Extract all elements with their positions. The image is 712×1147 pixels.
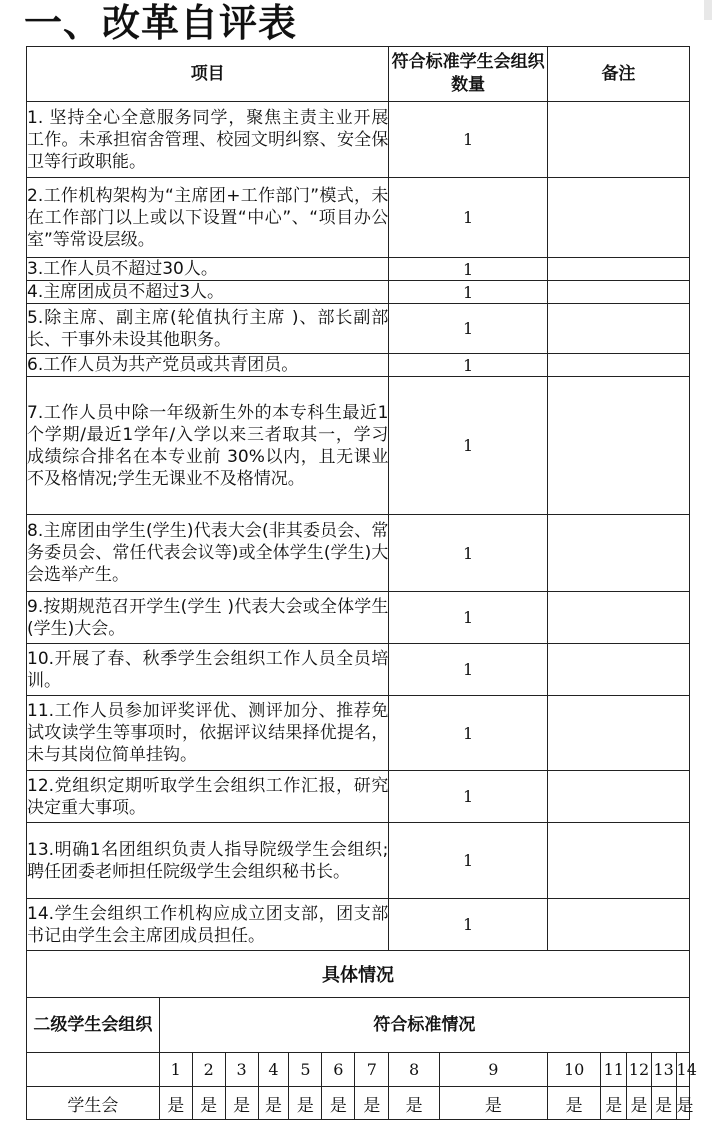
table-row: [27, 281, 690, 304]
item-note: [547, 696, 689, 771]
compliance-value: 是: [651, 1087, 676, 1120]
compliance-value: 是: [322, 1087, 355, 1120]
item-count: 1: [389, 354, 548, 377]
organization-name: 学生会: [27, 1087, 160, 1120]
table-row: [27, 771, 690, 823]
item-text: 13.明确1名团组织负责人指导院级学生会组织;聘任团委老师担任院级学生会组织秘书长。: [27, 823, 389, 899]
item-count: 1: [389, 178, 548, 258]
criteria-number: 14: [676, 1053, 689, 1087]
header-note: 备注: [547, 47, 689, 102]
criteria-number: 4: [258, 1053, 289, 1087]
criteria-number: 12: [627, 1053, 652, 1087]
compliance-value: 是: [547, 1087, 601, 1120]
criteria-number-row: [27, 1053, 690, 1087]
item-note: [547, 102, 689, 178]
criteria-number: 8: [389, 1053, 439, 1087]
item-note: [547, 281, 689, 304]
header-count: 符合标准学生会组织数量: [389, 47, 548, 102]
table-row: [27, 899, 690, 951]
item-count: 1: [389, 823, 548, 899]
item-count: 1: [389, 102, 548, 178]
self-evaluation-table: [26, 46, 697, 1120]
table-row: [27, 178, 690, 258]
item-count: 1: [389, 899, 548, 951]
compliance-value: 是: [192, 1087, 225, 1120]
item-note: [547, 304, 689, 354]
item-text: 1. 坚持全心全意服务同学，聚焦主责主业开展工作。未承担宿舍管理、校园文明纠察、安全保卫等行政职能。: [27, 102, 389, 178]
criteria-number: 1: [159, 1053, 192, 1087]
item-note: [547, 771, 689, 823]
criteria-number: 10: [547, 1053, 601, 1087]
item-count: 1: [389, 592, 548, 644]
compliance-label: 符合标准情况: [159, 998, 689, 1053]
blank-cell: [27, 1053, 160, 1087]
table-row: [27, 377, 690, 515]
criteria-number: 11: [601, 1053, 627, 1087]
criteria-number: 6: [322, 1053, 355, 1087]
page-title: 一、改革自评表: [24, 1, 298, 45]
detail-header-row: [27, 998, 690, 1053]
item-text: 6.工作人员为共产党员或共青团员。: [27, 354, 389, 377]
item-note: [547, 899, 689, 951]
section-title: 具体情况: [27, 951, 690, 998]
item-count: 1: [389, 515, 548, 592]
compliance-value: 是: [627, 1087, 652, 1120]
item-text: 10.开展了春、秋季学生会组织工作人员全员培训。: [27, 644, 389, 696]
item-note: [547, 592, 689, 644]
table-row: [27, 304, 690, 354]
criteria-number: 5: [289, 1053, 322, 1087]
item-text: 11.工作人员参加评奖评优、测评加分、推荐免试攻读学生等事项时，依据评议结果择优提名，未与其岗位简单挂钩。: [27, 696, 389, 771]
compliance-value: 是: [355, 1087, 389, 1120]
item-count: 1: [389, 281, 548, 304]
item-text: 14.学生会组织工作机构应成立团支部，团支部书记由学生会主席团成员担任。: [27, 899, 389, 951]
item-note: [547, 258, 689, 281]
criteria-number: 13: [651, 1053, 676, 1087]
item-note: [547, 377, 689, 515]
item-count: 1: [389, 644, 548, 696]
item-text: 2.工作机构架构为“主席团+工作部门”模式，未在工作部门以上或以下设置“中心”、“项目办公室”等常设层级。: [27, 178, 389, 258]
item-text: 5.除主席、副主席(轮值执行主席 )、部长副部长、干事外未设其他职务。: [27, 304, 389, 354]
criteria-number: 9: [439, 1053, 547, 1087]
table-row: [27, 515, 690, 592]
item-note: [547, 354, 689, 377]
table-row: [27, 696, 690, 771]
item-text: 3.工作人员不超过30人。: [27, 258, 389, 281]
criteria-number: 3: [225, 1053, 258, 1087]
item-note: [547, 644, 689, 696]
table-row: [27, 592, 690, 644]
header-item: 项目: [27, 47, 389, 102]
item-text: 7.工作人员中除一年级新生外的本专科生最近1个学期/最近1学年/入学以来三者取其一，学习成绩综合排名在本专业前 30%以内，且无课业不及格情况;学生无课业不及格情况。: [27, 377, 389, 515]
item-text: 4.主席团成员不超过3人。: [27, 281, 389, 304]
criteria-number: 7: [355, 1053, 389, 1087]
item-count: 1: [389, 377, 548, 515]
compliance-value: 是: [601, 1087, 627, 1120]
criteria-number: 2: [192, 1053, 225, 1087]
table-row: [27, 644, 690, 696]
compliance-value: 是: [225, 1087, 258, 1120]
compliance-value: 是: [258, 1087, 289, 1120]
compliance-value: 是: [439, 1087, 547, 1120]
item-text: 12.党组织定期听取学生会组织工作汇报，研究决定重大事项。: [27, 771, 389, 823]
compliance-value: 是: [389, 1087, 439, 1120]
item-note: [547, 515, 689, 592]
header-row: [27, 47, 690, 102]
table-row: [27, 258, 690, 281]
compliance-value: 是: [159, 1087, 192, 1120]
detail-col-label: 二级学生会组织: [27, 998, 160, 1053]
compliance-value-row: [27, 1087, 690, 1120]
section-row: [27, 951, 690, 998]
item-count: 1: [389, 696, 548, 771]
item-count: 1: [389, 258, 548, 281]
table-row: [27, 354, 690, 377]
table-row: [27, 102, 690, 178]
compliance-value: 是: [289, 1087, 322, 1120]
item-count: 1: [389, 304, 548, 354]
item-count: 1: [389, 771, 548, 823]
compliance-value: 是: [676, 1087, 689, 1120]
item-text: 8.主席团由学生(学生)代表大会(非其委员会、常务委员会、常任代表会议等)或全体学生(学生)大会选举产生。: [27, 515, 389, 592]
item-note: [547, 178, 689, 258]
table-row: [27, 823, 690, 899]
item-text: 9.按期规范召开学生(学生 )代表大会或全体学生(学生)大会。: [27, 592, 389, 644]
scrollbar-thumb[interactable]: [704, 0, 712, 20]
item-note: [547, 823, 689, 899]
